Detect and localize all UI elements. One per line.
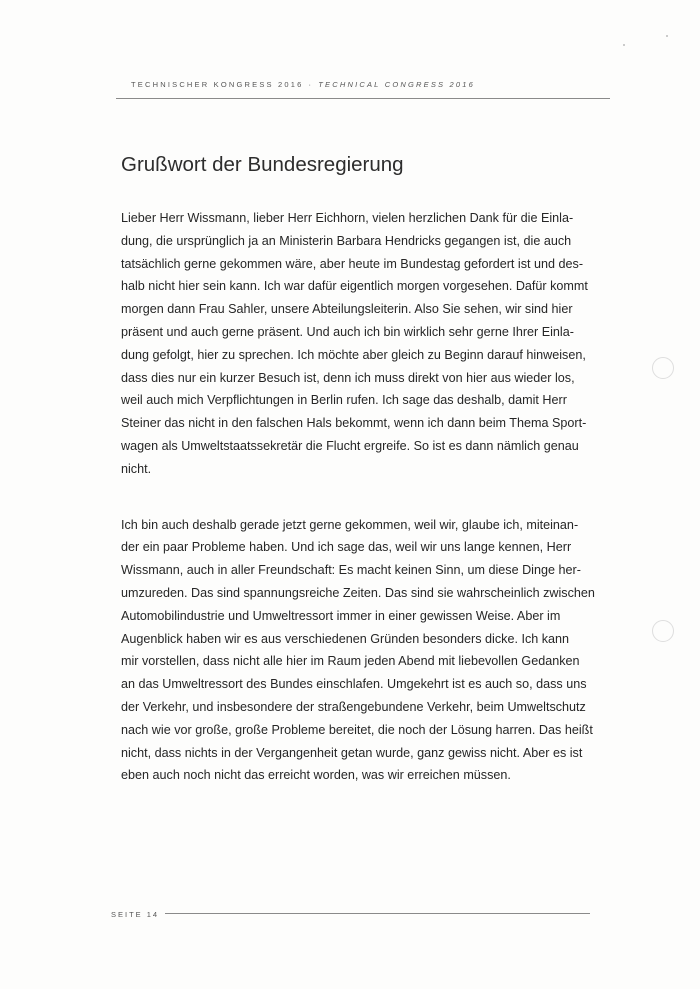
running-header-german: TECHNISCHER KONGRESS 2016: [131, 80, 304, 89]
text-line: dung, die ursprünglich ja an Ministerin Barbara Hendricks gegangen ist, die auch: [121, 233, 572, 248]
text-line: nach wie vor große, große Probleme bereitet, die noch der Lösung harren. Das heißt: [121, 722, 593, 737]
text-line: nicht, dass nichts in der Vergangenheit getan wurde, ganz gewiss nicht. Aber es ist: [121, 745, 583, 760]
text-line: dass dies nur ein kurzer Besuch ist, denn ich muss direkt von hier aus wieder los,: [121, 370, 575, 385]
punch-hole-mark: [652, 620, 674, 642]
text-line: mir vorstellen, dass nicht alle hier im Raum jeden Abend mit liebevollen Gedanken: [121, 654, 580, 669]
scan-speck: [666, 35, 668, 37]
text-line: Automobilindustrie und Umweltressort immer in einer gewissen Weise. Aber im: [121, 608, 561, 623]
text-line: präsent und auch gerne präsent. Und auch ich bin wirklich sehr gerne Ihrer Einla-: [121, 324, 574, 339]
text-line: Ich bin auch deshalb gerade jetzt gerne gekommen, weil wir, glaube ich, miteinan-: [121, 517, 579, 532]
text-line: der Verkehr, und insbesondere der straßengebundene Verkehr, beim Umweltschutz: [121, 699, 586, 714]
text-line: eben auch noch nicht das erreicht worden, was wir erreichen müssen.: [121, 768, 511, 783]
footer-rule: [116, 913, 590, 914]
header-rule: [116, 98, 610, 99]
text-line: halb nicht hier sein kann. Ich war dafür eigentlich morgen vorgesehen. Dafür kommt: [121, 279, 588, 294]
text-line: weil auch mich Verpflichtungen in Berlin rufen. Ich sage das deshalb, damit Herr: [121, 393, 567, 408]
running-header-separator: ·: [308, 80, 314, 89]
text-line: nicht.: [121, 461, 152, 476]
text-line: wagen als Umweltstaatssekretär die Flucht ergreife. So ist es dann nämlich genau: [121, 438, 579, 453]
text-line: dung gefolgt, hier zu sprechen. Ich möchte aber gleich zu Beginn darauf hinweisen,: [121, 347, 586, 362]
text-line: morgen dann Frau Sahler, unsere Abteilungsleiterin. Also Sie sehen, wir sind hier: [121, 302, 573, 317]
running-header-english: TECHNICAL CONGRESS 2016: [318, 80, 475, 89]
text-line: umzureden. Das sind spannungsreiche Zeiten. Das sind sie wahrscheinlich zwischen: [121, 585, 595, 600]
text-line: an das Umweltressort des Bundes einschlafen. Umgekehrt ist es auch so, dass uns: [121, 677, 587, 692]
text-line: Wissmann, auch in aller Freundschaft: Es macht keinen Sinn, um diese Dinge her-: [121, 563, 581, 578]
body-text: [121, 207, 621, 787]
page-title: Grußwort der Bundesregierung: [121, 153, 404, 176]
paragraph-2: [121, 514, 621, 788]
paragraph-1: [121, 207, 621, 481]
text-line: Steiner das nicht in den falschen Hals bekommt, wenn ich dann beim Thema Sport-: [121, 416, 587, 431]
punch-hole-mark: [652, 357, 674, 379]
text-line: Augenblick haben wir es aus verschiedenen Gründen besonders dicke. Ich kann: [121, 631, 570, 646]
page-number: SEITE 14: [111, 910, 165, 919]
running-header: [131, 80, 475, 89]
paragraph-gap: [121, 481, 621, 514]
text-line: tatsächlich gerne gekommen wäre, aber heute im Bundestag gefordert ist und des-: [121, 256, 584, 271]
text-line: der ein paar Probleme haben. Und ich sage das, weil wir uns lange kennen, Herr: [121, 540, 572, 555]
text-line: Lieber Herr Wissmann, lieber Herr Eichhorn, vielen herzlichen Dank für die Einla-: [121, 211, 574, 225]
scan-speck: [623, 44, 625, 46]
